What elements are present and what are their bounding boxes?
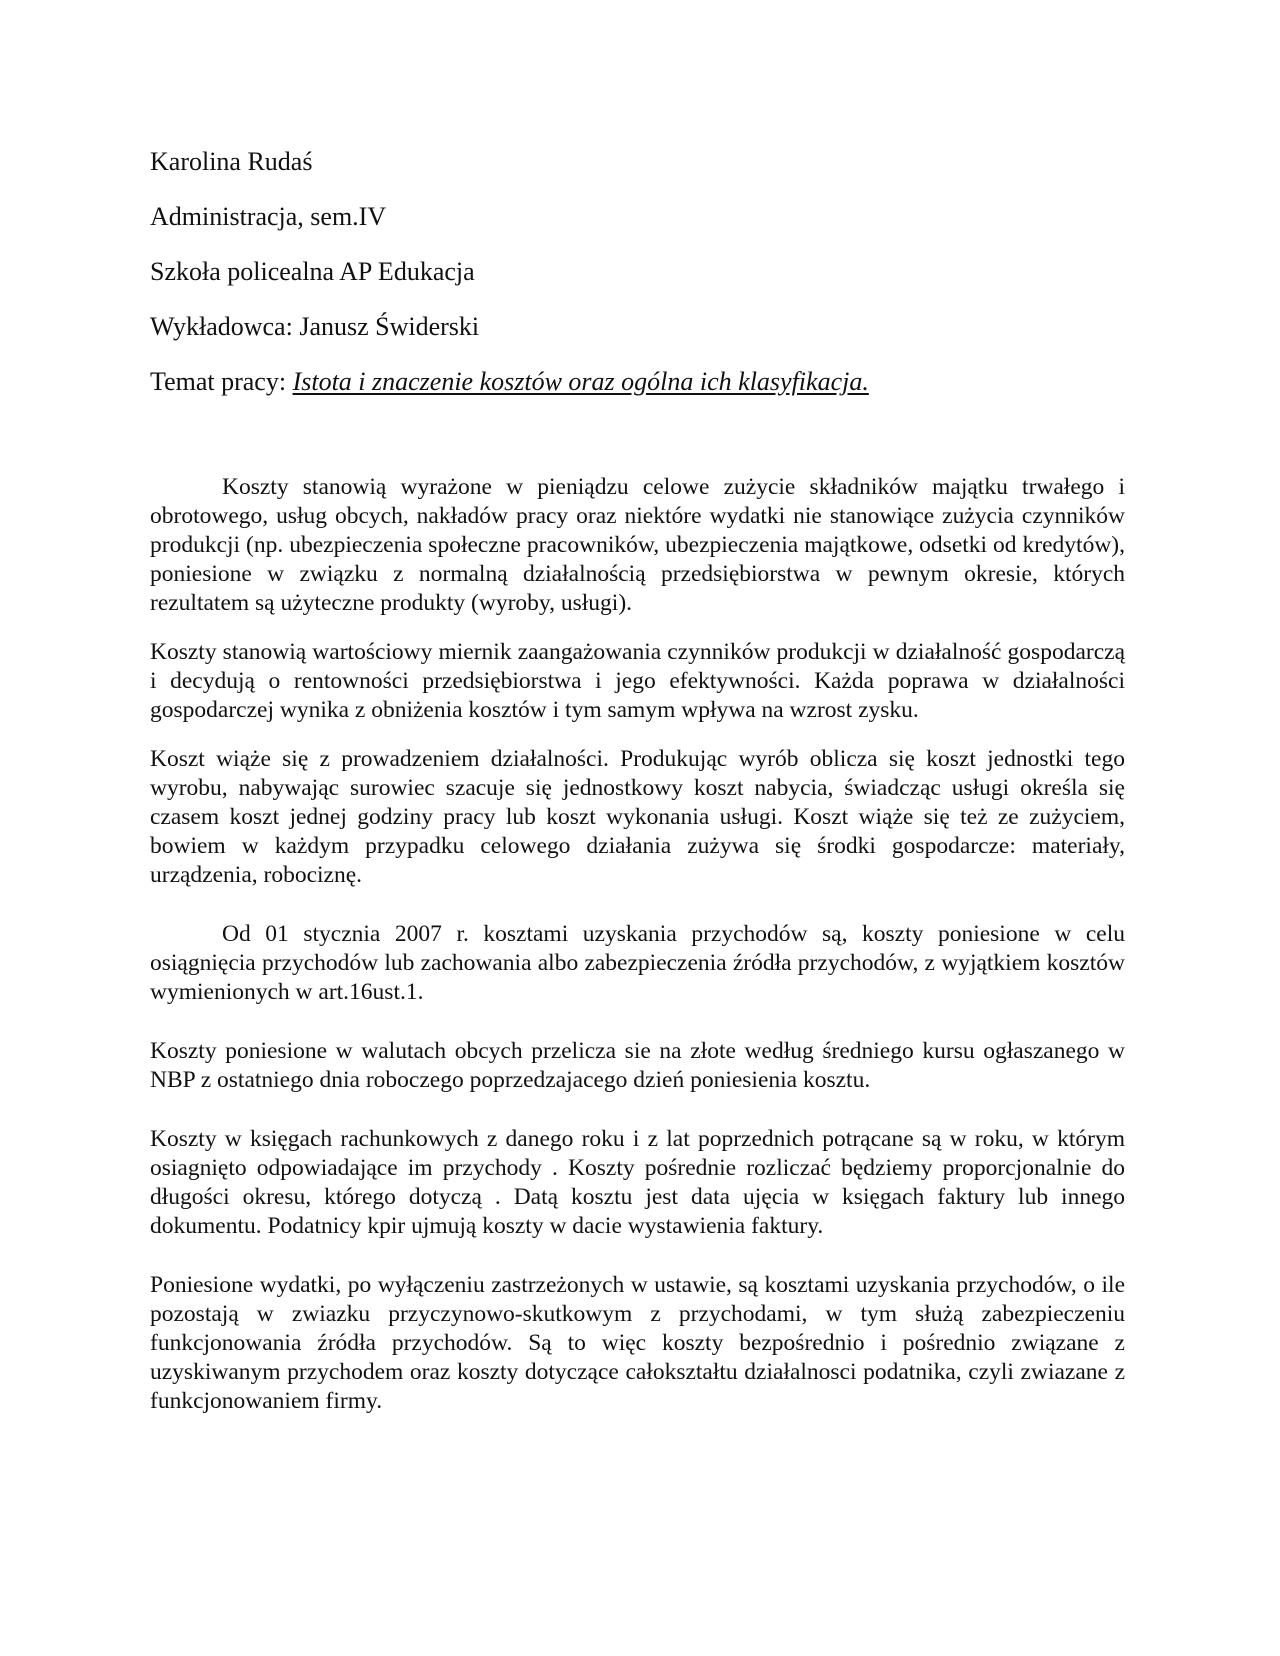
document-body bbox=[150, 473, 1125, 1416]
topic-label: Temat pracy: bbox=[150, 367, 293, 396]
topic-title: Istota i znaczenie kosztów oraz ogólna ich klasyfikacja. bbox=[292, 367, 869, 396]
paragraph: Koszty stanowią wyrażone w pieniądzu celowe zużycie składników majątku trwałego i obrotowego, usług obcych, nakładów pracy oraz niektóre wydatki nie stanowiące zużycia czynników produkcji (np. ubezpieczenia społeczne pracowników, ubezpieczenia majątkowe, odsetki od kredytów), poniesione w związku z normalną działalnością przedsiębiorstwa w pewnym okresie, których rezultatem są użyteczne produkty (wyroby, usługi). bbox=[150, 474, 1125, 616]
paragraph: Koszty stanowią wartościowy miernik zaangażowania czynników produkcji w działalność gospodarczą i decydują o rentowności przedsiębiorstwa i jego efektywności. Każda poprawa w działalności gospodarczej wynika z obniżenia kosztów i tym samym wpływa na wzrost zysku. bbox=[150, 639, 1125, 723]
paragraph: Od 01 stycznia 2007 r. kosztami uzyskania przychodów są, koszty poniesione w celu osiągnięcia przychodów lub zachowania albo zabezpieczenia źródła przychodów, z wyjątkiem kosztów wymienionych w art.16ust.1. bbox=[150, 921, 1125, 1005]
document-content bbox=[150, 145, 1125, 1436]
lecturer-line: Wykładowca: Janusz Świderski bbox=[150, 312, 480, 341]
school-name: Szkoła policealna AP Edukacja bbox=[150, 257, 475, 286]
paragraph: Koszty w księgach rachunkowych z danego roku i z lat poprzednich potrącane są w roku, w którym osiagnięto odpowiadające im przychody . Koszty pośrednie rozliczać będziemy proporcjonalnie do długości okresu, którego dotyczą . Datą kosztu jest data ujęcia w księgach faktury lub innego dokumentu. Podatnicy kpir ujmują koszty w dacie wystawienia faktury. bbox=[150, 1126, 1125, 1239]
paragraph: Poniesione wydatki, po wyłączeniu zastrzeżonych w ustawie, są kosztami uzyskania przychodów, o ile pozostają w zwiazku przyczynowo-skutkowym z przychodami, w tym służą zabezpieczeniu funkcjonowania źródła przychodów. Są to więc koszty bezpośrednio i pośrednio związane z uzyskiwanym przychodem oraz koszty dotyczące całokształtu działalnosci podatnika, czyli zwiazane z funkcjonowaniem firmy. bbox=[150, 1272, 1125, 1414]
topic-line bbox=[150, 365, 1125, 398]
author-name: Karolina Rudaś bbox=[150, 147, 313, 176]
paragraph: Koszty poniesione w walutach obcych przelicza sie na złote według średniego kursu ogłaszanego w NBP z ostatniego dnia roboczego poprzedzajacego dzień poniesienia kosztu. bbox=[150, 1038, 1125, 1093]
paragraph: Koszt wiąże się z prowadzeniem działalności. Produkując wyrób oblicza się koszt jednostki tego wyrobu, nabywając surowiec szacuje się jednostkowy koszt nabycia, świadcząc usługi określa się czasem koszt jednej godziny pracy lub koszt wykonania usługi. Koszt wiąże się też ze zużyciem, bowiem w każdym przypadku celowego działania zużywa się środki gospodarcze: materiały, urządzenia, robociznę. bbox=[150, 746, 1125, 888]
program-info: Administracja, sem.IV bbox=[150, 202, 387, 231]
